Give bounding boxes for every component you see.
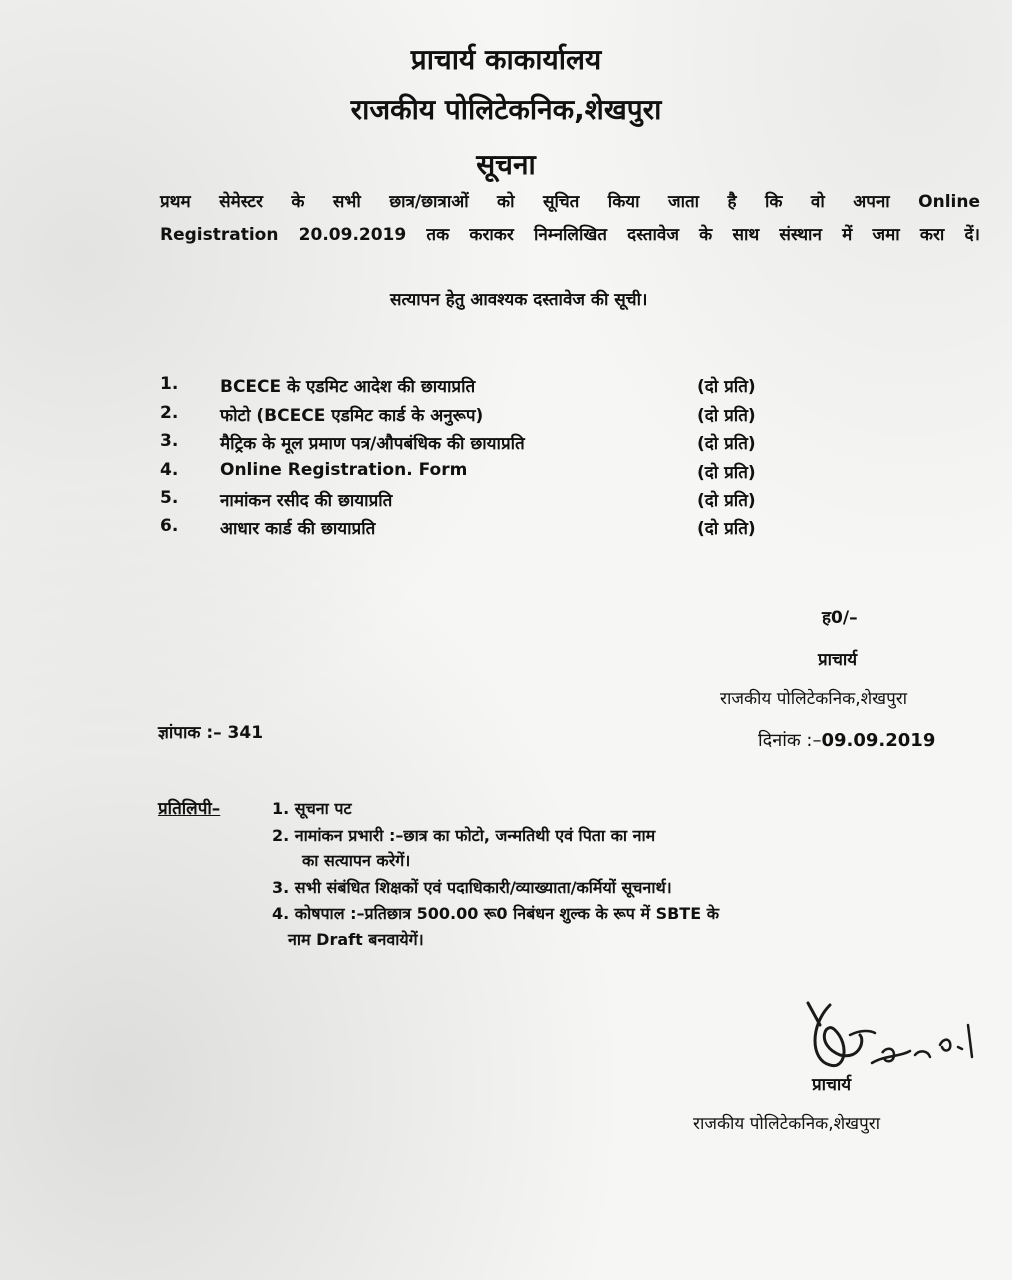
document-copies: (दो प्रति) <box>697 519 756 539</box>
document-number: 3. <box>160 431 179 451</box>
signoff-institute: राजकीय पोलिटेकनिक,शेखपुरा <box>720 689 908 709</box>
date-label: दिनांक :– <box>758 730 822 751</box>
reference-date <box>758 728 935 752</box>
document-copies: (दो प्रति) <box>697 463 756 483</box>
reference-number: ज्ञांपाक :– 341 <box>158 723 264 743</box>
signed-mark: ह0/– <box>822 608 858 628</box>
document-number: 6. <box>160 516 179 536</box>
signoff-designation: प्राचार्य <box>818 650 858 670</box>
copy-to-item: 1. सूचना पट <box>272 799 352 818</box>
copy-to-item: 2. नामांकन प्रभारी :–छात्र का फोटो, जन्मतिथी एवं पिता का नाम <box>272 826 656 845</box>
institute-heading: राजकीय पोलिटेकनिक,शेखपुरा <box>350 93 662 126</box>
document-copies: (दो प्रति) <box>697 434 756 454</box>
document-item <box>160 488 790 516</box>
notice-title: सूचना <box>476 148 536 181</box>
documents-heading: सत्यापन हेतु आवश्यक दस्तावेज की सूची। <box>390 290 648 310</box>
handwritten-signature-icon <box>790 985 990 1085</box>
notice-line-2: Registration 20.09.2019 तक कराकर निम्नलिखित दस्तावेज के साथ संस्थान में जमा करा दें। <box>160 225 980 245</box>
document-number: 5. <box>160 488 179 508</box>
document-text: आधार कार्ड की छायाप्रति <box>220 519 376 539</box>
document-item <box>160 460 790 488</box>
footer-institute: राजकीय पोलिटेकनिक,शेखपुरा <box>693 1114 881 1134</box>
copy-to-item: 3. सभी संबंधित शिक्षकों एवं पदाधिकारी/व्याख्याता/कर्मियों सूचनार्थ। <box>272 878 672 897</box>
document-copies: (दो प्रति) <box>697 377 756 397</box>
document-copies: (दो प्रति) <box>697 406 756 426</box>
copy-to-item: का सत्यापन करेगें। <box>302 851 411 870</box>
document-number: 1. <box>160 374 179 394</box>
copy-to-label: प्रतिलिपी– <box>158 799 221 819</box>
copy-to-item: नाम Draft बनवायेगें। <box>288 930 424 949</box>
document-item <box>160 374 790 402</box>
document-number: 4. <box>160 460 179 480</box>
footer-designation: प्राचार्य <box>812 1075 852 1095</box>
document-copies: (दो प्रति) <box>697 491 756 511</box>
office-heading: प्राचार्य काकार्यालय <box>410 43 602 76</box>
notice-line-1: प्रथम सेमेस्टर के सभी छात्र/छात्राओं को सूचित किया जाता है कि वो अपना Online <box>160 192 980 212</box>
document-text: मैट्रिक के मूल प्रमाण पत्र/औपबंधिक की छायाप्रति <box>220 434 525 454</box>
document-item <box>160 431 790 459</box>
document-text: फोटो (BCECE एडमिट कार्ड के अनुरूप) <box>220 406 484 426</box>
document-item <box>160 516 790 544</box>
document-text: नामांकन रसीद की छायाप्रति <box>220 491 393 511</box>
document-number: 2. <box>160 403 179 423</box>
document-text: BCECE के एडमिट आदेश की छायाप्रति <box>220 377 476 397</box>
copy-to-item: 4. कोषपाल :–प्रतिछात्र 500.00 रू0 निबंधन शुल्क के रूप में SBTE के <box>272 904 720 923</box>
document-item <box>160 403 790 431</box>
date-value: 09.09.2019 <box>821 730 936 751</box>
document-text: Online Registration. Form <box>220 460 468 480</box>
